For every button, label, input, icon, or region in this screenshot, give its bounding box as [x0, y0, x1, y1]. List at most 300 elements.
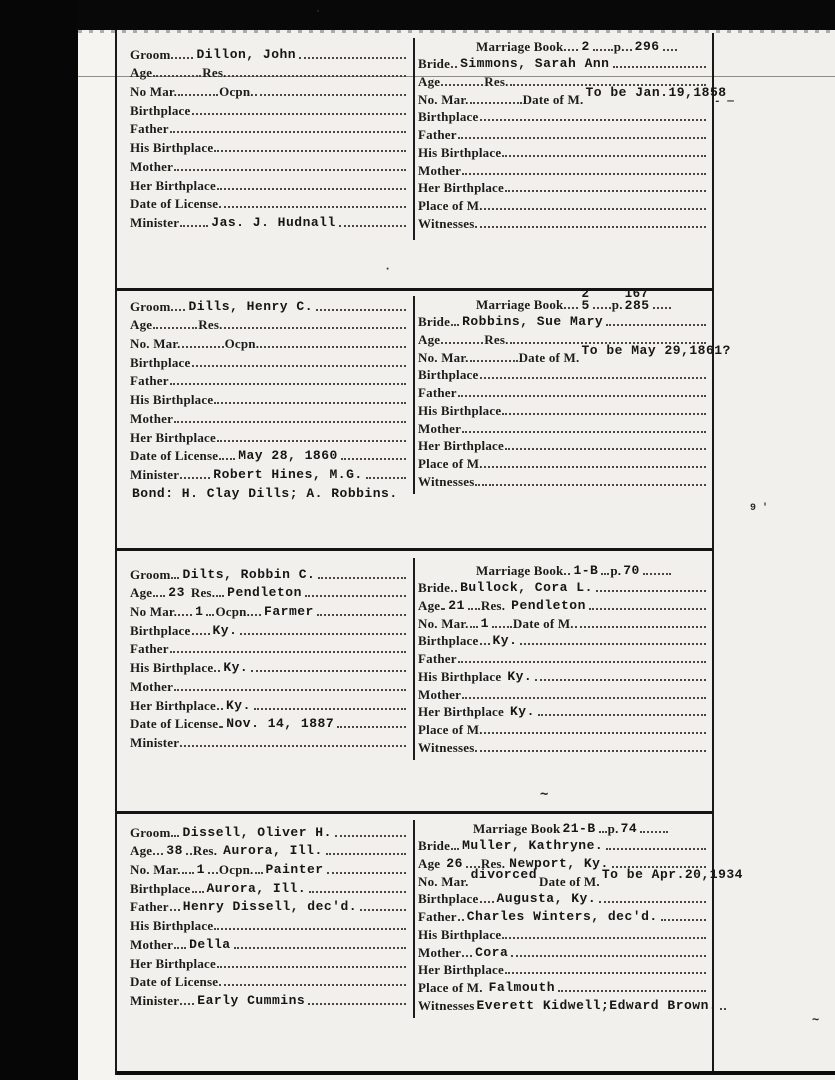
- dotted-leader: [217, 703, 223, 710]
- field-label: His Birthplace: [418, 668, 502, 684]
- dotted-leader: [339, 220, 406, 227]
- form-row: [130, 877, 407, 896]
- field-label: Her Birthplace: [418, 962, 504, 978]
- typed-entry: 1-B: [573, 562, 599, 578]
- record-3-bride-col: [418, 560, 707, 755]
- field-label: p.: [610, 562, 622, 578]
- field-label: Date of M.: [512, 615, 574, 631]
- field-label: Res.: [480, 856, 506, 872]
- typed-entry: Jas. J. Hudnall: [211, 214, 336, 230]
- field-label: No. Mar.: [418, 91, 469, 107]
- form-row: [418, 382, 707, 400]
- field-label: Marriage Book: [476, 562, 564, 578]
- form-row: [418, 719, 707, 737]
- field-label: Birthplace: [130, 880, 191, 896]
- field-label: Age: [130, 317, 153, 333]
- dotted-leader: [470, 355, 518, 362]
- dotted-leader: [255, 867, 263, 874]
- field-label: Bride: [418, 314, 451, 330]
- typed-entry: Cora: [475, 944, 509, 960]
- typed-entry: Painter: [265, 862, 324, 878]
- page-gutter: [78, 28, 117, 1080]
- field-label: Age: [418, 856, 441, 872]
- dotted-leader: [186, 848, 192, 855]
- dotted-leader: [337, 721, 406, 728]
- record-1-groom-col: [130, 43, 407, 230]
- typed-entry: To be May 29,1861?: [581, 342, 731, 358]
- dotted-leader: [180, 472, 210, 479]
- dotted-leader: [360, 904, 406, 911]
- field-label: Birthplace: [418, 367, 479, 383]
- dotted-leader: [484, 203, 706, 210]
- record-4-bride-col: [418, 818, 743, 1013]
- form-row: [418, 124, 707, 142]
- field-label: Mother: [418, 686, 462, 702]
- field-label: Father: [130, 121, 169, 137]
- typed-entry: Ky.: [507, 668, 533, 684]
- dotted-leader: [153, 322, 197, 329]
- field-label: Mother: [418, 420, 462, 436]
- dotted-leader: [606, 319, 706, 326]
- typed-entry: Robbins, Sue Mary: [462, 314, 604, 330]
- field-label: His Birthplace: [130, 918, 214, 934]
- dotted-leader: [470, 97, 522, 104]
- dotted-leader: [182, 867, 194, 874]
- form-row: [418, 866, 743, 889]
- field-label: No. Mar.: [130, 862, 181, 878]
- form-row: [130, 407, 407, 426]
- dotted-leader: [484, 461, 706, 468]
- dotted-leader: [575, 621, 706, 628]
- field-label: Mother: [130, 410, 174, 426]
- dotted-leader: [451, 843, 459, 850]
- field-label: No Mar.: [130, 604, 178, 620]
- typed-entry: 70: [623, 562, 640, 578]
- form-row: [130, 563, 407, 582]
- top-scan-bar: [78, 0, 835, 30]
- dotted-leader: [599, 896, 706, 903]
- scan-mark: ·: [384, 262, 392, 276]
- field-label: Witnesses: [418, 739, 475, 755]
- dotted-leader: [254, 703, 406, 710]
- form-row: [418, 613, 707, 631]
- field-label: Bride: [418, 580, 451, 596]
- form-row: [418, 578, 707, 596]
- field-label: Res.: [480, 598, 506, 614]
- form-row: [130, 118, 407, 137]
- typed-entry: Henry Dissell, dec'd.: [182, 899, 358, 915]
- form-row: [130, 896, 407, 915]
- dotted-leader: [505, 967, 706, 974]
- form-row: [130, 332, 407, 351]
- dotted-leader: [596, 585, 706, 592]
- typed-entry: Pendleton: [511, 598, 586, 614]
- dotted-leader: [601, 568, 609, 575]
- form-row: [418, 702, 707, 720]
- dotted-leader: [558, 985, 706, 992]
- typed-entry-above: 2: [581, 286, 590, 301]
- typed-entry: Muller, Kathryne.: [462, 838, 604, 854]
- form-row: [130, 43, 407, 62]
- form-row: [130, 295, 407, 314]
- field-label: Her Birthplace: [418, 180, 504, 196]
- dotted-leader: [613, 61, 707, 68]
- typed-entry: To be Apr.20,1934: [601, 866, 743, 882]
- dotted-leader: [480, 638, 490, 645]
- field-label: Age: [418, 74, 441, 90]
- dotted-leader: [458, 390, 706, 397]
- field-label: Groom: [130, 298, 171, 314]
- typed-entry: 1: [480, 615, 489, 631]
- dotted-leader: [217, 435, 406, 442]
- typed-entry: Robert Hines, M.G.: [213, 466, 363, 482]
- form-row: [418, 107, 707, 125]
- dotted-leader: [475, 479, 487, 486]
- dotted-leader: [170, 904, 180, 911]
- dotted-leader: [643, 568, 671, 575]
- dotted-leader: [468, 603, 480, 610]
- typed-entry: 74: [620, 820, 638, 836]
- field-label: His Birthplace: [130, 140, 214, 156]
- dotted-leader: [219, 721, 223, 728]
- form-row: [130, 619, 407, 638]
- typed-entry: 5: [581, 297, 590, 313]
- dotted-leader: [480, 372, 707, 379]
- field-label: Father: [130, 899, 169, 915]
- dotted-leader: [589, 603, 706, 610]
- dotted-leader: [309, 886, 406, 893]
- dotted-leader: [240, 628, 406, 635]
- field-label: Birthplace: [130, 102, 191, 118]
- form-row: [130, 821, 407, 840]
- typed-entry: Newport, Ky.: [509, 856, 609, 872]
- stacked-entry: [624, 286, 650, 313]
- dotted-leader: [599, 826, 607, 833]
- dotted-leader: [451, 585, 457, 592]
- dotted-leader: [251, 665, 406, 672]
- typed-entry: divorced: [470, 866, 538, 882]
- record-3-groom-col: [130, 563, 407, 750]
- field-label: Her Birthplace: [418, 704, 504, 720]
- form-row: [130, 858, 407, 877]
- field-label: No. Mar.: [418, 615, 469, 631]
- dotted-leader: [335, 830, 406, 837]
- dotted-leader: [178, 609, 192, 616]
- field-label: Date of License: [130, 196, 219, 212]
- dotted-leader: [171, 572, 179, 579]
- form-row: [130, 656, 407, 675]
- form-row: [418, 418, 707, 436]
- column-divider: [413, 558, 415, 760]
- form-row: [418, 818, 707, 836]
- typed-entry: 1: [195, 604, 204, 620]
- form-row: [418, 666, 707, 684]
- dotted-leader: [661, 914, 706, 921]
- form-row: [418, 960, 707, 978]
- typed-entry: Augusta, Ky.: [496, 891, 597, 907]
- form-row: [418, 737, 707, 755]
- dotted-leader: [441, 603, 445, 610]
- form-row: [418, 471, 707, 489]
- typed-entry: Early Cummins: [197, 992, 306, 1008]
- form-row: [130, 713, 407, 732]
- form-row: [130, 80, 407, 99]
- dotted-leader: [502, 408, 706, 415]
- dotted-leader: [441, 79, 483, 86]
- card-border-bottom: [117, 1071, 835, 1075]
- field-label: Age: [418, 332, 441, 348]
- typed-entry: Ky.: [223, 660, 249, 676]
- dotted-leader: [170, 646, 406, 653]
- form-row: [418, 436, 707, 454]
- record-3: [117, 549, 713, 811]
- dotted-leader: [326, 848, 406, 855]
- dotted-leader: [653, 302, 671, 309]
- field-label: Minister: [130, 734, 180, 750]
- typed-entry: 26: [446, 856, 463, 872]
- form-row: [418, 995, 718, 1013]
- form-row: [130, 174, 407, 193]
- column-divider: [413, 38, 415, 240]
- dotted-leader: [564, 44, 578, 51]
- dotted-leader: [224, 322, 406, 329]
- typed-entry-above: 167: [624, 286, 649, 301]
- scan-mark: 9 ': [750, 503, 769, 514]
- dotted-leader: [214, 923, 406, 930]
- field-label: Date of M.: [522, 91, 584, 107]
- field-label: Bride: [418, 838, 451, 854]
- field-label: Ocpn.: [218, 862, 254, 878]
- form-row: [418, 195, 707, 213]
- form-row: [418, 365, 707, 383]
- form-row: [130, 370, 407, 389]
- field-label: Date of M.: [539, 873, 600, 889]
- dotted-leader: [171, 52, 193, 59]
- dotted-leader: [441, 337, 483, 344]
- dotted-leader: [458, 914, 464, 921]
- field-label: p.: [613, 38, 625, 54]
- dotted-leader: [208, 867, 218, 874]
- typed-entry: Dillon, John: [196, 46, 297, 62]
- field-label: Birthplace: [130, 622, 191, 638]
- left-scan-margin: [0, 0, 78, 1080]
- field-label: Father: [130, 641, 169, 657]
- field-label: Witnesses: [418, 215, 475, 231]
- form-row: [418, 648, 707, 666]
- field-label: Res.: [202, 65, 227, 81]
- field-label: Minister: [130, 466, 180, 482]
- dotted-leader: [171, 304, 185, 311]
- scan-mark: ∼: [812, 1013, 820, 1027]
- typed-entry: Charles Winters, dec'd.: [466, 909, 658, 925]
- field-label: His Birthplace: [130, 660, 214, 676]
- form-row: [130, 933, 407, 952]
- dotted-leader: [305, 590, 406, 597]
- dotted-leader: [462, 692, 706, 699]
- typed-entry: Ky.: [212, 622, 238, 638]
- scan-mark: ∼: [540, 787, 549, 803]
- field-label: Marriage Book: [473, 820, 561, 836]
- typed-entry: Farmer: [264, 604, 314, 620]
- field-label: Res.: [192, 843, 218, 859]
- form-row: [130, 914, 407, 933]
- field-label: Age: [130, 65, 153, 81]
- typed-entry: Aurora, Ill.: [206, 880, 307, 896]
- form-row: [418, 942, 707, 960]
- dotted-leader: [458, 132, 706, 139]
- field-label: Groom: [130, 824, 171, 840]
- form-row: [130, 731, 407, 750]
- field-label: Father: [130, 373, 169, 389]
- field-label: Marriage Book: [476, 38, 564, 54]
- dotted-leader: [299, 52, 406, 59]
- form-row: [130, 694, 407, 713]
- field-label: Birthplace: [418, 633, 479, 649]
- form-row: [130, 62, 407, 81]
- form-row: [130, 971, 407, 990]
- dotted-leader: [174, 416, 406, 423]
- typed-entry: Falmouth: [488, 979, 556, 995]
- dotted-leader: [511, 950, 706, 957]
- field-label: Date of License: [130, 974, 219, 990]
- form-row: [418, 54, 707, 72]
- dotted-leader: [192, 886, 204, 893]
- typed-entry: To be Jan.19,1858: [585, 84, 727, 100]
- dotted-leader: [174, 164, 406, 171]
- record-4: [117, 812, 743, 1071]
- dotted-leader: [366, 472, 406, 479]
- record-1-bride-col: [418, 36, 727, 231]
- dotted-leader: [219, 453, 235, 460]
- field-label: Groom: [130, 46, 171, 62]
- dotted-leader: [170, 126, 406, 133]
- form-row: [418, 924, 707, 942]
- dotted-leader: [492, 621, 512, 628]
- field-label: Ocpn.: [219, 84, 254, 100]
- field-label: Mother: [418, 944, 462, 960]
- dotted-leader: [451, 61, 457, 68]
- dotted-leader: [316, 304, 406, 311]
- typed-entry: Bullock, Cora L.: [460, 580, 593, 596]
- field-label: Witnesses: [418, 473, 475, 489]
- form-row: [418, 400, 707, 418]
- form-row: [130, 952, 407, 971]
- dotted-leader: [606, 843, 706, 850]
- typed-entry: Dissell, Oliver H.: [182, 824, 332, 840]
- typed-entry: Dills, Henry C.: [188, 298, 314, 314]
- form-row: [130, 314, 407, 333]
- form-row: [130, 638, 407, 657]
- form-row: [130, 193, 407, 212]
- record-4-groom-col: [130, 821, 407, 1008]
- form-row: [418, 453, 707, 471]
- typed-entry: Dilts, Robbin C.: [182, 566, 316, 582]
- typed-entry: Nov. 14, 1887: [226, 716, 335, 732]
- dotted-leader: [535, 674, 706, 681]
- form-row: [418, 213, 707, 231]
- dotted-leader: [180, 998, 194, 1005]
- dotted-leader: [564, 568, 570, 575]
- dotted-leader: [489, 479, 706, 486]
- field-label: Witnesses: [418, 997, 475, 1013]
- field-label: No. Mar.: [418, 349, 469, 365]
- dotted-leader: [502, 150, 706, 157]
- dotted-leader: [475, 221, 706, 228]
- typed-entry: Aurora, Ill.: [223, 843, 323, 859]
- column-divider: [413, 820, 415, 1018]
- dotted-leader: [480, 114, 707, 121]
- field-label: Place of M.: [418, 721, 483, 737]
- dotted-leader: [251, 609, 261, 616]
- dotted-leader: [217, 183, 406, 190]
- form-row: [418, 286, 707, 313]
- field-label: Father: [418, 909, 457, 925]
- dotted-leader: [180, 220, 208, 227]
- field-label: Res.: [484, 74, 509, 90]
- typed-entry: Della: [189, 936, 231, 952]
- dotted-leader: [470, 621, 478, 628]
- scan-mark: - —: [714, 96, 734, 108]
- form-row: [418, 178, 707, 196]
- record-1: [117, 30, 727, 288]
- form-row: [418, 36, 707, 54]
- dotted-leader: [538, 709, 706, 716]
- dotted-leader: [520, 638, 706, 645]
- field-label: Groom: [130, 566, 171, 582]
- dotted-leader: [219, 979, 406, 986]
- field-label: Mother: [130, 678, 174, 694]
- field-label: Bride: [418, 56, 451, 72]
- record-2-groom-col: [130, 295, 407, 501]
- form-row: [130, 211, 407, 230]
- form-row: [130, 99, 407, 118]
- dotted-leader: [180, 740, 406, 747]
- form-row: [418, 560, 707, 578]
- dotted-leader: [462, 168, 706, 175]
- dotted-leader: [219, 201, 406, 208]
- typed-entry: May 28, 1860: [238, 448, 338, 464]
- field-label: Her Birthplace: [130, 697, 216, 713]
- field-label: Date of License: [130, 448, 219, 464]
- form-row: [418, 906, 707, 924]
- dotted-leader: [170, 378, 406, 385]
- dotted-leader: [171, 830, 179, 837]
- form-row: [130, 675, 407, 694]
- field-label: Mother: [130, 158, 174, 174]
- field-label: Birthplace: [418, 891, 479, 907]
- field-label: Age: [130, 585, 153, 601]
- typed-entry: Bond: H. Clay Dills; A. Robbins.: [132, 485, 398, 501]
- field-label: Mother: [130, 936, 174, 952]
- dotted-leader: [214, 665, 220, 672]
- form-row: [418, 84, 727, 107]
- typed-entry: Ky.: [509, 704, 535, 720]
- dotted-leader: [663, 44, 677, 51]
- dotted-leader: [214, 145, 406, 152]
- dotted-leader: [206, 609, 214, 616]
- field-label: Marriage Book: [476, 296, 564, 312]
- dotted-leader: [593, 302, 611, 309]
- dotted-leader: [192, 628, 210, 635]
- field-label: p.: [607, 820, 619, 836]
- form-row: [418, 631, 707, 649]
- form-row: [418, 889, 707, 907]
- typed-entry: 285: [624, 297, 650, 313]
- field-label: No. Mar.: [418, 873, 469, 889]
- dotted-leader: [260, 341, 406, 348]
- dotted-leader: [505, 185, 706, 192]
- field-label: Her Birthplace: [130, 177, 216, 193]
